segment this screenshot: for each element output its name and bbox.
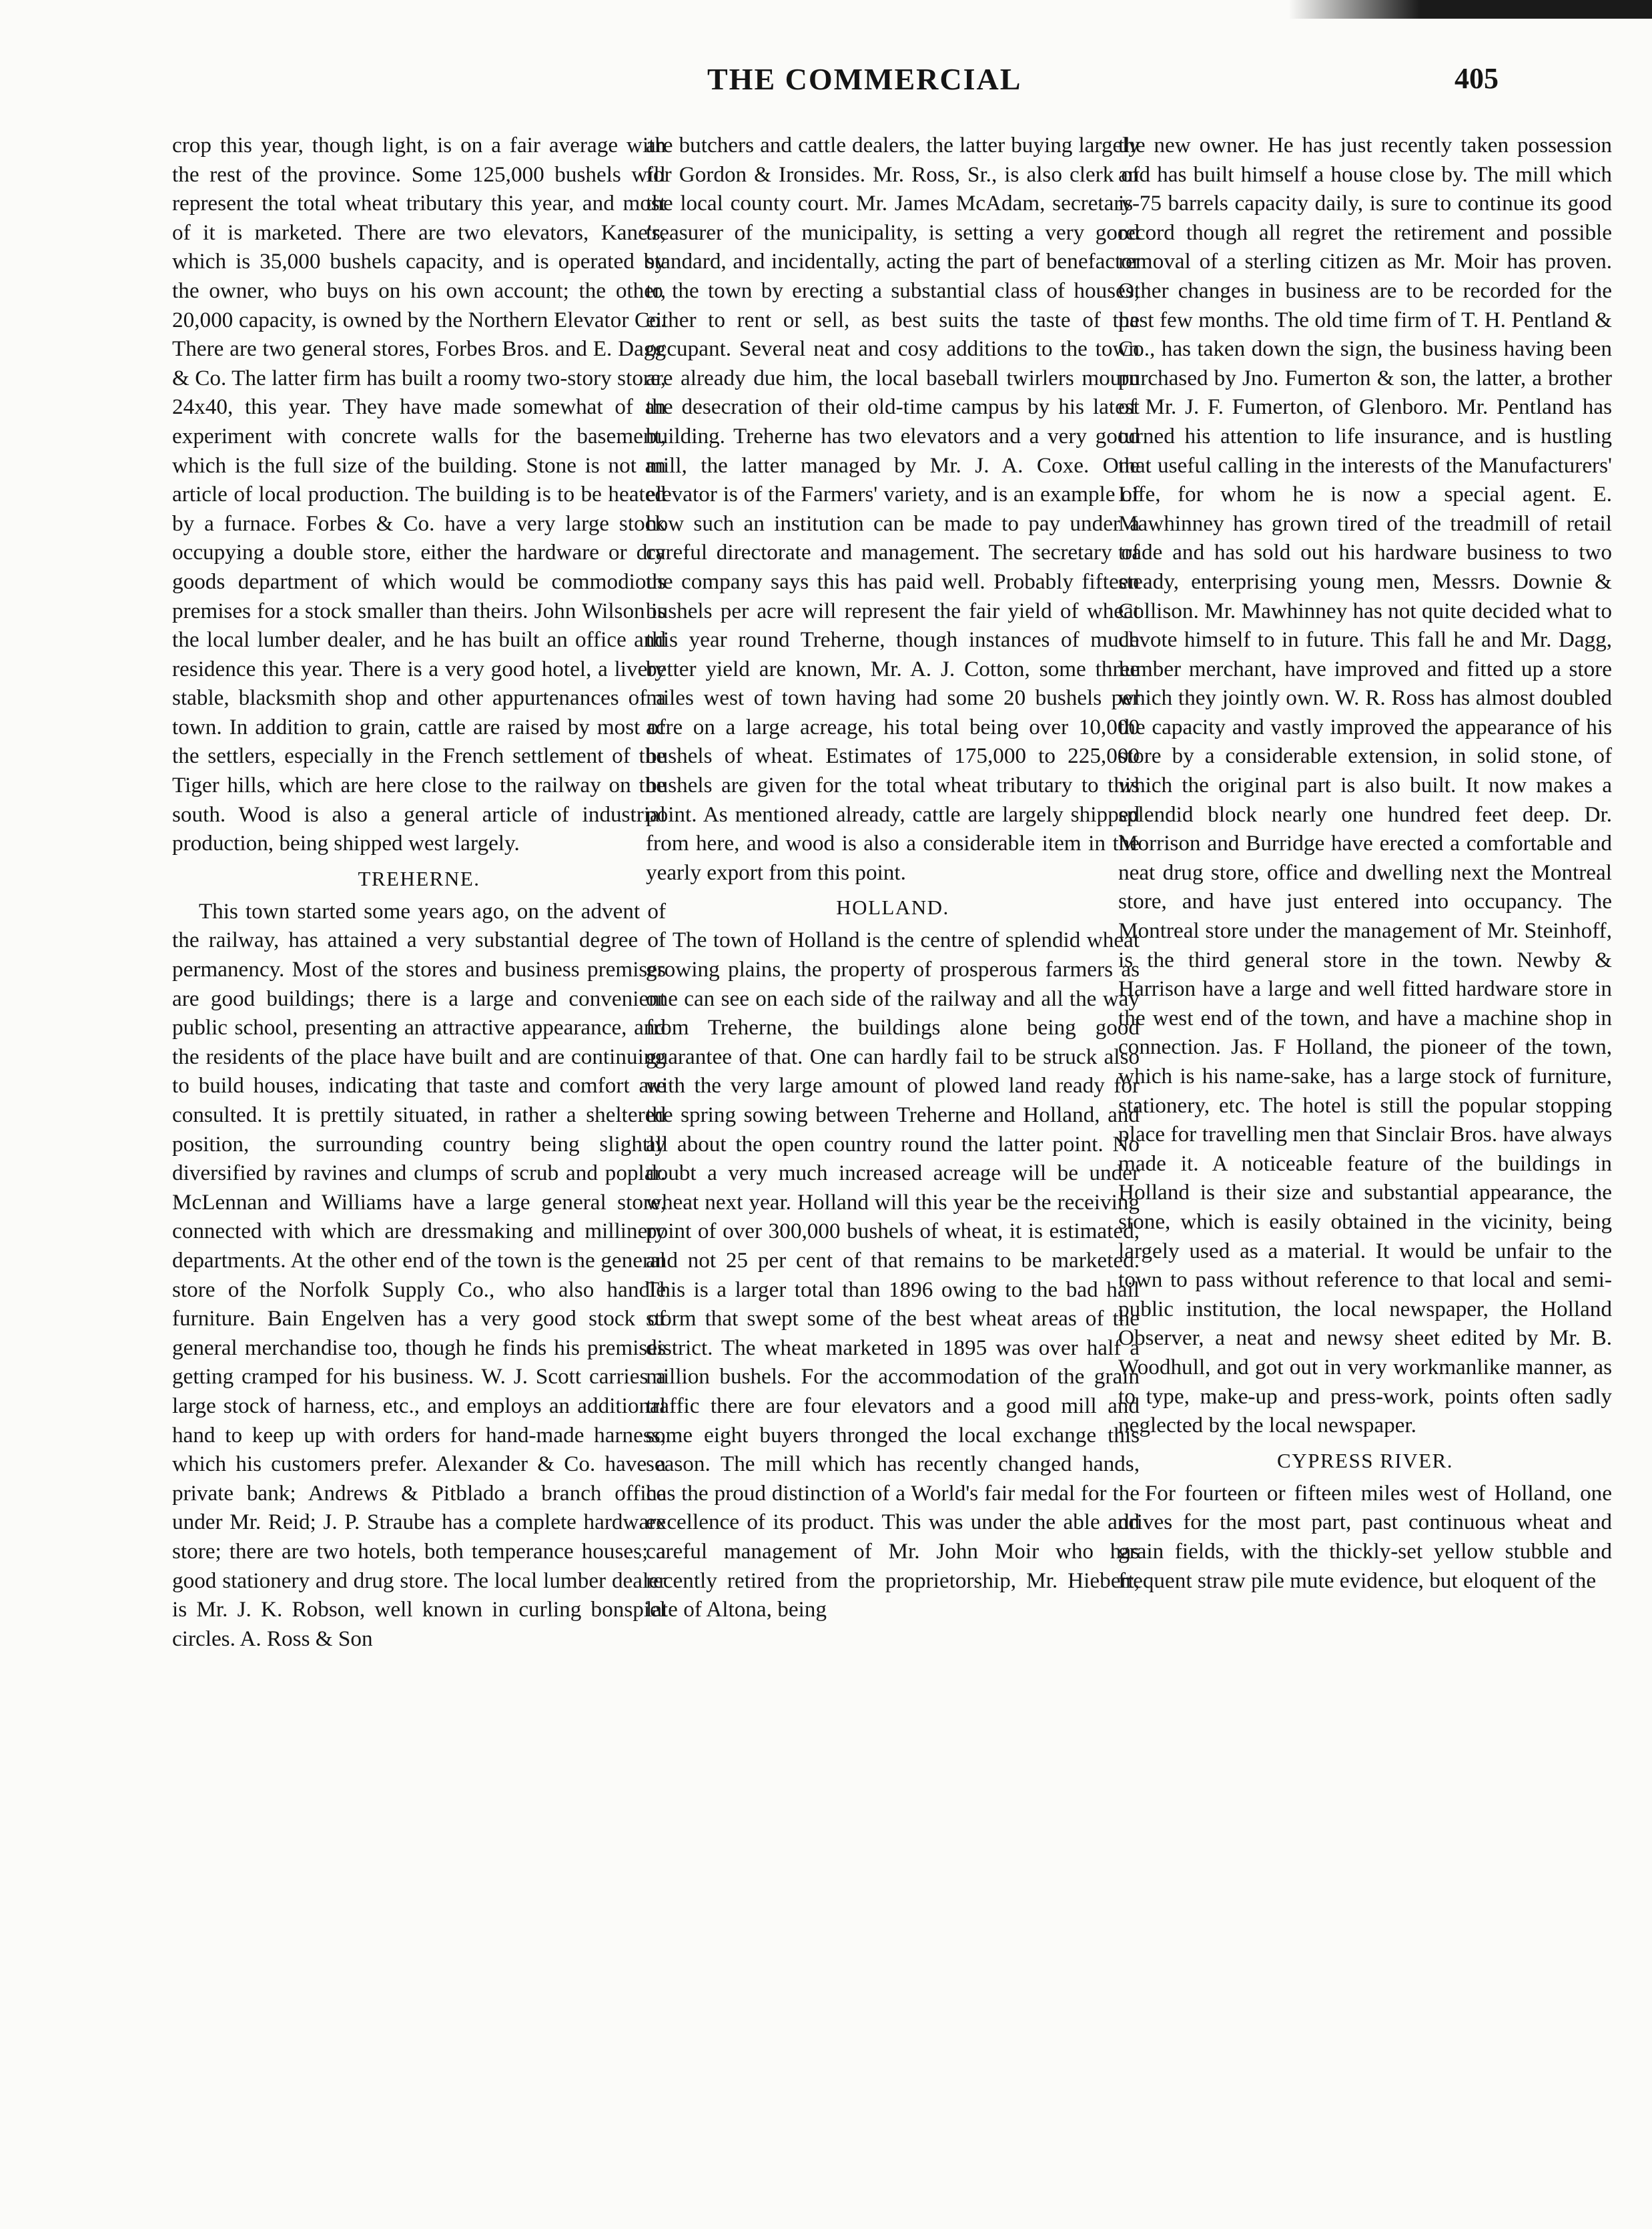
article-paragraph: crop this year, though light, is on a fair average with the rest of the province. Some 125,000 bushels will represent the total wheat tributary this year, and most of it is marketed. There are two elevators, Kane's, which is 35,000 bushels capacity, and is operated by the owner, who buys on his own account; the other, 20,000 capacity, is owned by the Northern Elevator Co. There are two general stores, Forbes Bros. and E. Dagg & Co. The latter firm has built a roomy two-story store, 24x40, this year. They have made somewhat of an experiment with concrete walls for the basement, which is the full size of the building. Stone is not an article of local production. The building is to be heated by a furnace. Forbes & Co. have a very large stock occupying a double store, either the hardware or dry goods department of which would be commodious premises for a stock smaller than theirs. John Wilson is the local lumber dealer, and he has built an office and residence this year. There is a very good hotel, a livery stable, blacksmith shop and other appurtenances of a town. In addition to grain, cattle are raised by most of the settlers, especially in the French settlement of the Tiger hills, which are here close to the railway on the south. Wood is also a general article of industrial production, being shipped west largely. [172,133,666,856]
section-heading: TREHERNE. [358,866,480,890]
publication-title: THE COMMERCIAL [707,62,1022,96]
article-paragraph: The town of Holland is the centre of splendid wheat growing plains, the property of prosperous farmers as one can see on each side of the railway and all the way from Treherne, the buildings alone being good guarantee of that. One can hardly fail to be struck also with the very large amount of plowed land ready for the spring sowing between Treherne and Holland, and all about the open country round the latter point. No doubt a very much increased acreage will be under wheat next year. Holland will this year be the receiving point of over 300,000 bushels of wheat, it is estimated, and not 25 per cent of that remains to be marketed. This is a larger total than 1896 owing to the bad hail storm that swept some of the best wheat areas of the district. The wheat marketed in 1895 was over half a million bushels. For the accommodation of the grain traffic there are four elevators and a good mill and some eight buyers thronged the local exchange this season. The mill which has recently changed hands, has the proud distinction of a World's fair medal for the excellence of its product. This was under the able and careful management of Mr. John Moir who has recently retired from the proprietorship, Mr. Hiebert, late of Altona, being [646,928,1140,1622]
article-paragraph: the new owner. He has just recently taken possession and has built himself a house close by. The mill which is 75 barrels capacity daily, is sure to continue its good record though all regret the retirement and possible removal of a sterling citizen as Mr. Moir has proven. Other changes in business are to be recorded for the past few months. The old time firm of T. H. Pentland & Co., has taken down the sign, the business having been purchased by Jno. Fumerton & son, the latter, a brother of Mr. J. F. Fumerton, of Glenboro. Mr. Pentland has turned his attention to life insurance, and is hustling that useful calling in the interests of the Manufacturers' Life, for whom he is now a special agent. E. Mawhinney has grown tired of the treadmill of retail trade and has sold out his hardware business to two steady, enterprising young men, Messrs. Downie & Collison. Mr. Mawhinney has not quite decided what to devote himself to in future. This fall he and Mr. Dagg, lumber merchant, have improved and fitted up a store which they jointly own. W. R. Ross has almost doubled the capacity and vastly improved the appearance of his store by a considerable extension, in solid stone, of which the original part is also built. It now makes a splendid block nearly one hundred feet deep. Dr. Morrison and Burridge have erected a comfortable and neat drug store, office and dwelling next the Montreal store, and have just entered into occupancy. The Montreal store under the management of Mr. Steinhoff, is the third general store in the town. Newby & Harrison have a large and well fitted hardware store in the west end of the town, and have a machine shop in connection. Jas. F Holland, the pioneer of the town, which is his name-sake, has a large stock of furniture, stationery, etc. The hotel is still the popular stopping place for travelling men that Sinclair Bros. have always made it. A noticeable feature of the buildings in Holland is their size and substantial appearance, the stone, which is easily obtained in the vicinity, being largely used as a material. It would be unfair to the town to pass without reference to that local and semi-public institution, the local newspaper, the Holland Observer, a neat and newsy sheet edited by Mr. B. Woodhull, and got out in very workmanlike manner, as to type, make-up and press-work, points often sadly neglected by the local newspaper. [1118,133,1612,1438]
section-heading: HOLLAND. [836,896,949,920]
article-column-2 [646,131,1140,1624]
page-number: 405 [1455,62,1499,95]
section-heading: CYPRESS RIVER. [1277,1448,1453,1472]
article-column-1 [172,131,666,1653]
article-column-3 [1118,131,1612,1595]
article-paragraph: For fourteen or fifteen miles west of Holland, one drives for the most part, past continuous wheat and grain fields, with the thickly-set yellow stubble and frequent straw pile mute evidence, but eloquent of the [1118,1480,1612,1593]
page-header [0,61,1652,108]
article-paragraph: are butchers and cattle dealers, the latter buying largely for Gordon & Ironsides. Mr. Ross, Sr., is also clerk of the local county court. Mr. James McAdam, secretary-treasurer of the municipality, is setting a very good standard, and incidentally, acting the part of benefactor to the town by erecting a substantial class of houses, either to rent or sell, as best suits the taste of the occupant. Several neat and cosy additions to the town are already due him, the local baseball twirlers mourn the desecration of their old-time campus by his latest building. Treherne has two elevators and a very good mill, the latter managed by Mr. J. A. Coxe. One elevator is of the Farmers' variety, and is an example of how such an institution can be made to pay under a careful directorate and management. The secretary of the company says this has paid well. Probably fifteen bushels per acre will represent the fair yield of wheat this year round Treherne, though instances of much better yield are known, Mr. A. J. Cotton, some three miles west of town having had some 20 bushels per acre on a large acreage, his total being over 10,000 bushels of wheat. Estimates of 175,000 to 225,000 bushels are given for the total wheat tributary to this point. As mentioned already, cattle are largely shipped from here, and wood is also a considerable item in the yearly export from this point. [646,133,1140,885]
article-paragraph: This town started some years ago, on the advent of the railway, has attained a very substantial degree of permanency. Most of the stores and business premises are good buildings; there is a large and convenient public school, presenting an attractive appearance, and the residents of the place have built and are continuing to build houses, indicating that taste and comfort are consulted. It is prettily situated, in rather a sheltered position, the surrounding country being slightly diversified by ravines and clumps of scrub and poplar. McLennan and Williams have a large general store, connected with which are dressmaking and millinery departments. At the other end of the town is the general store of the Norfolk Supply Co., who also handle furniture. Bain Engelven has a very good stock of general merchandise too, though he finds his premises getting cramped for his business. W. J. Scott carries a large stock of harness, etc., and employs an additional hand to keep up with orders for hand-made harness, which his customers prefer. Alexander & Co. have a private bank; Andrews & Pitblado a branch office under Mr. Reid; J. P. Straube has a complete hardware store; there are two hotels, both temperance houses; a good stationery and drug store. The local lumber dealer is Mr. J. K. Robson, well known in curling bonspiel circles. A. Ross & Son [172,898,666,1651]
top-border-rule [0,0,1652,19]
